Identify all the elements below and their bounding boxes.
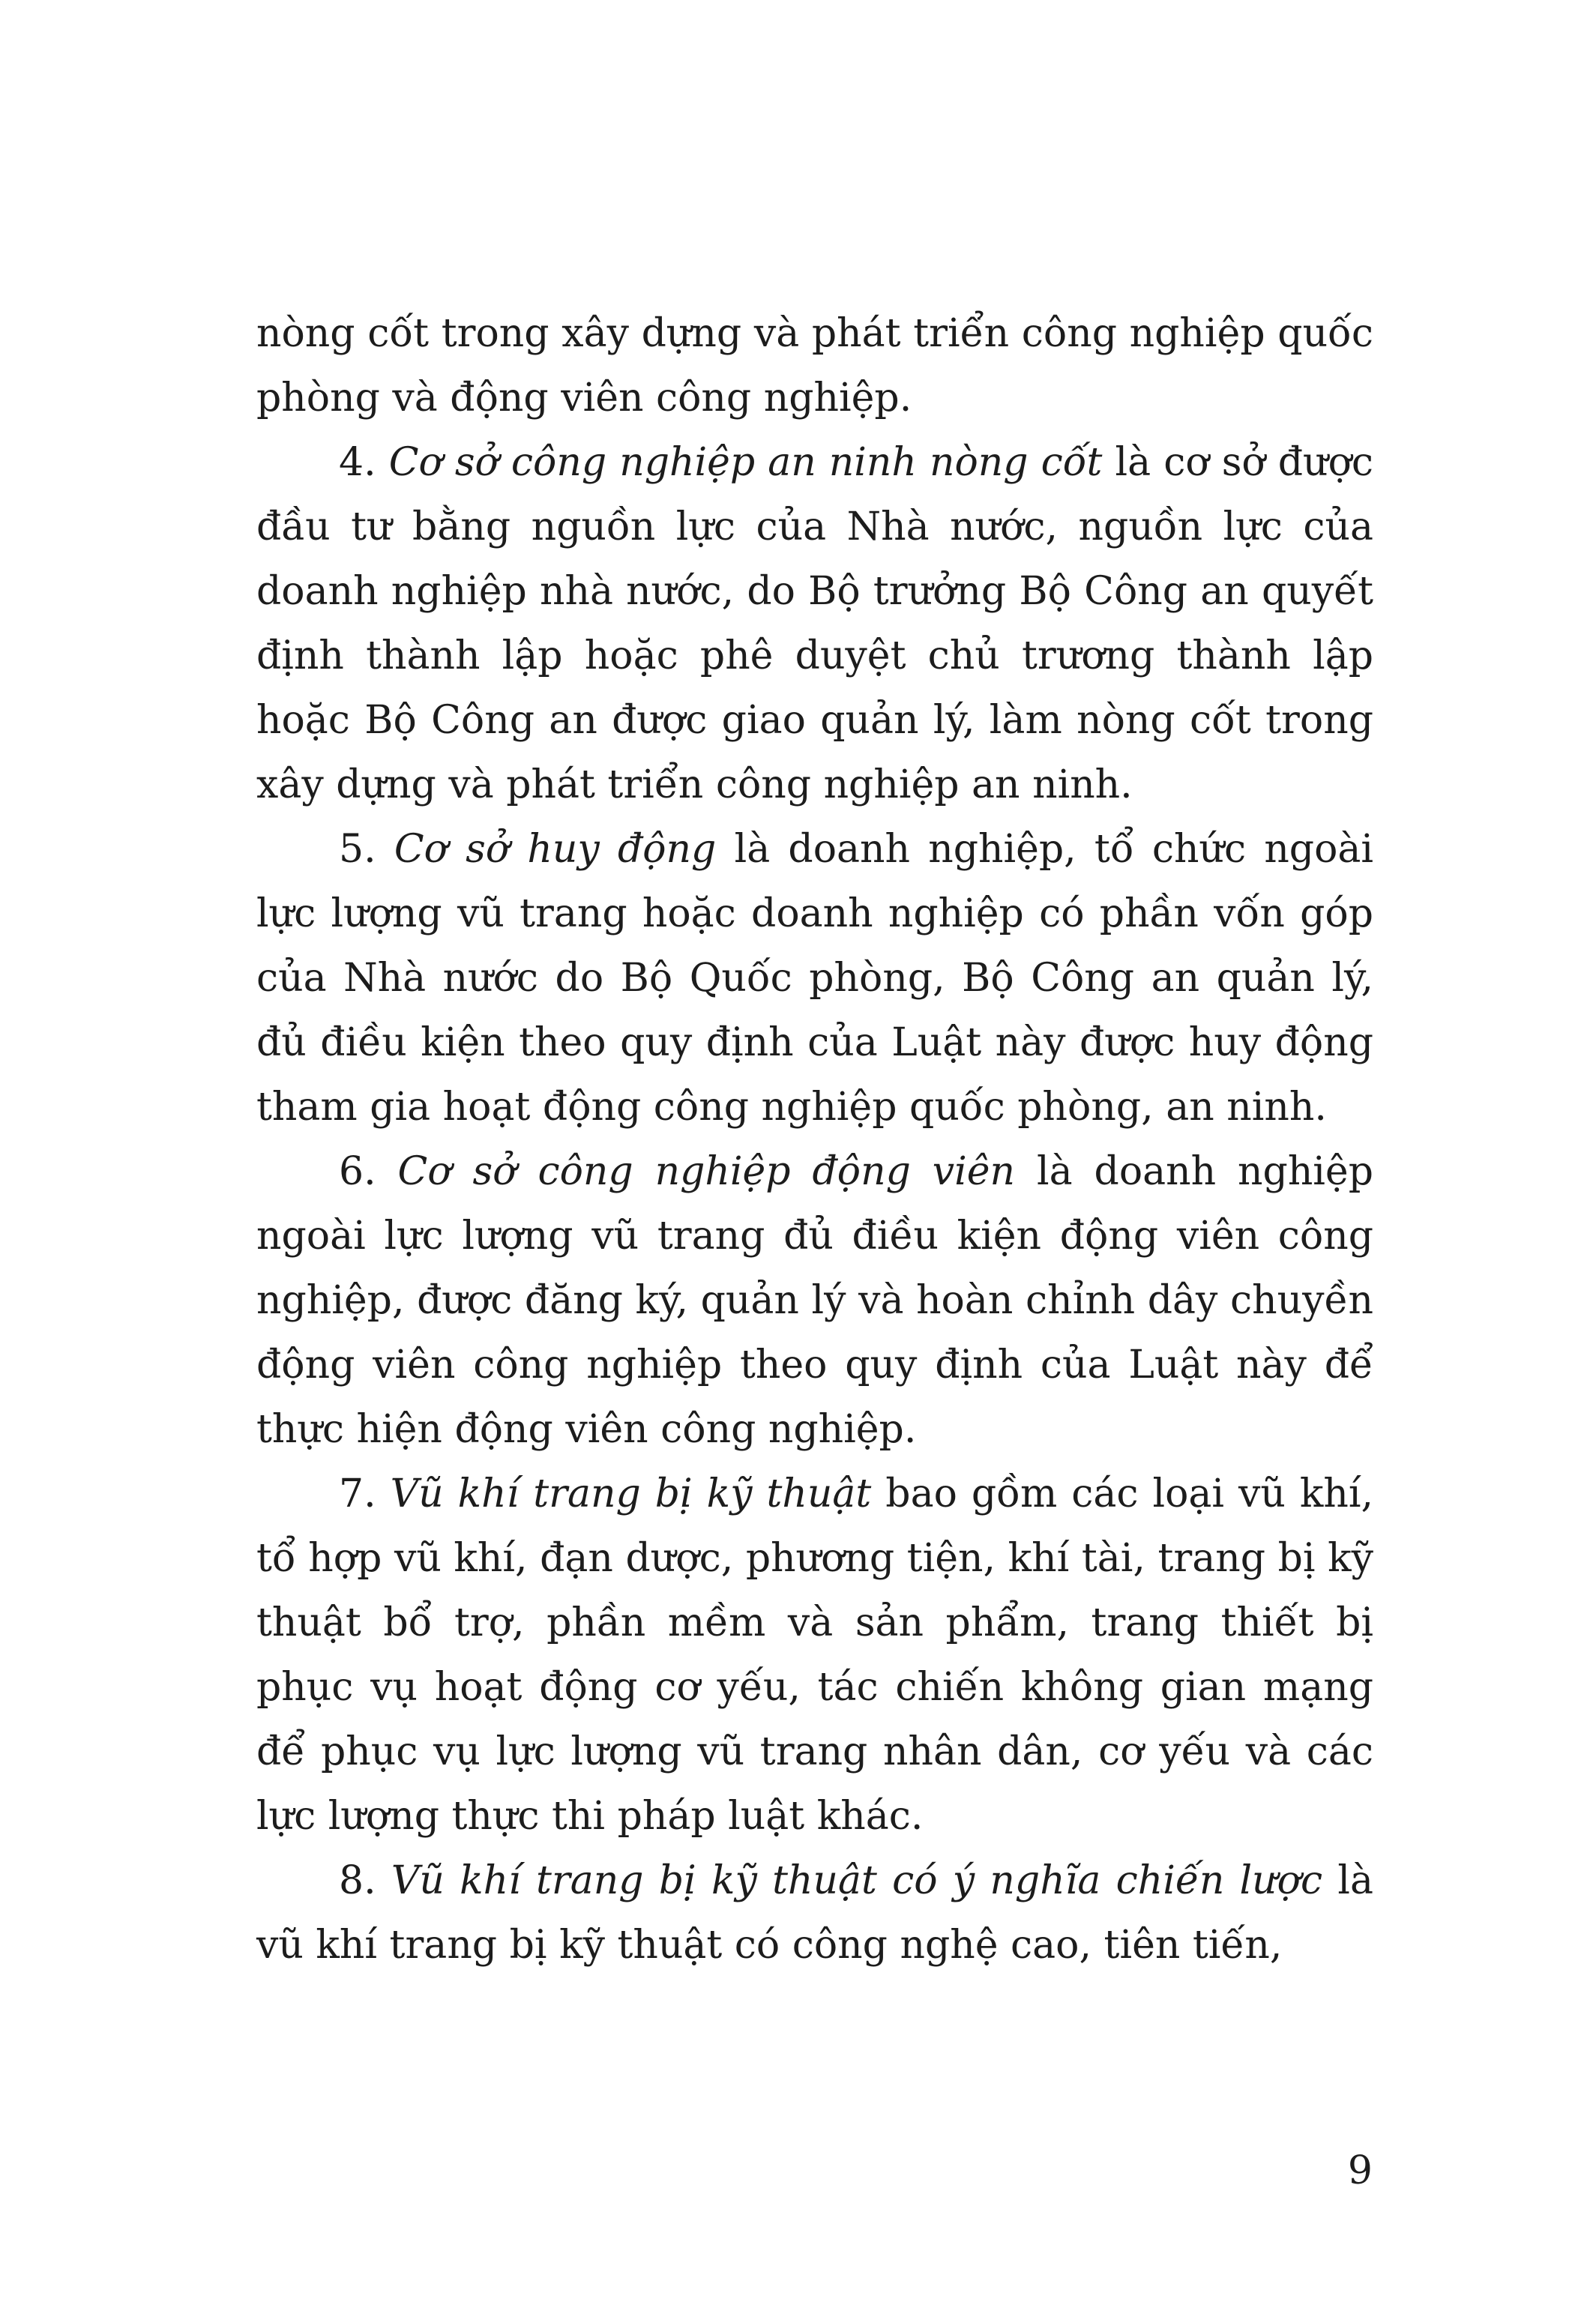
- definition-paragraph-7: [256, 1462, 1373, 1848]
- paragraph-number: 8.: [339, 1858, 376, 1903]
- paragraph-number: 5.: [339, 827, 376, 872]
- defined-term: Cơ sở huy động: [394, 827, 717, 872]
- page-number: 9: [1347, 2148, 1373, 2193]
- defined-term: Cơ sở công nghiệp an ninh nòng cốt: [388, 440, 1103, 485]
- definition-text: là doanh nghiệp ngoài lực lượng vũ trang đủ điều kiện động viên công nghiệp, được đăng ký, quản lý và hoàn chỉnh dây chuyền động viên công nghiệp theo quy định của Luật này để thực hiện động viên công nghiệp.: [256, 1149, 1373, 1452]
- definition-paragraph-6: [256, 1139, 1373, 1462]
- page-body: [256, 301, 1373, 1977]
- paragraph-number: 7.: [339, 1471, 376, 1516]
- paragraph-number: 6.: [339, 1149, 376, 1194]
- definition-paragraph-5: [256, 817, 1373, 1139]
- definition-text: bao gồm các loại vũ khí, tổ hợp vũ khí, đạn dược, phương tiện, khí tài, trang bị kỹ thuật bổ trợ, phần mềm và sản phẩm, trang thiết bị phục vụ hoạt động cơ yếu, tác chiến không gian mạng để phục vụ lực lượng vũ trang nhân dân, cơ yếu và các lực lượng thực thi pháp luật khác.: [256, 1471, 1374, 1839]
- definition-text: là doanh nghiệp, tổ chức ngoài lực lượng vũ trang hoặc doanh nghiệp có phần vốn góp của Nhà nước do Bộ Quốc phòng, Bộ Công an quản lý, đủ điều kiện theo quy định của Luật này được huy động tham gia hoạt động công nghiệp quốc phòng, an ninh.: [256, 827, 1374, 1130]
- paragraph-number: 4.: [339, 440, 376, 485]
- defined-term: Vũ khí trang bị kỹ thuật có ý nghĩa chiến lược: [391, 1858, 1323, 1903]
- defined-term: Vũ khí trang bị kỹ thuật: [390, 1471, 872, 1516]
- defined-term: Cơ sở công nghiệp động viên: [397, 1149, 1016, 1194]
- definition-text: là vũ khí trang bị kỹ thuật có công nghệ cao, tiên tiến,: [256, 1858, 1373, 1968]
- definition-paragraph-4: [256, 430, 1373, 817]
- definition-text: là cơ sở được đầu tư bằng nguồn lực của Nhà nước, nguồn lực của doanh nghiệp nhà nước, do Bộ trưởng Bộ Công an quyết định thành lập hoặc phê duyệt chủ trương thành lập hoặc Bộ Công an được giao quản lý, làm nòng cốt trong xây dựng và phát triển công nghiệp an ninh.: [256, 440, 1374, 807]
- continuation-paragraph: nòng cốt trong xây dựng và phát triển công nghiệp quốc phòng và động viên công nghiệp.: [256, 311, 1373, 421]
- definition-paragraph-8: [256, 1848, 1373, 1977]
